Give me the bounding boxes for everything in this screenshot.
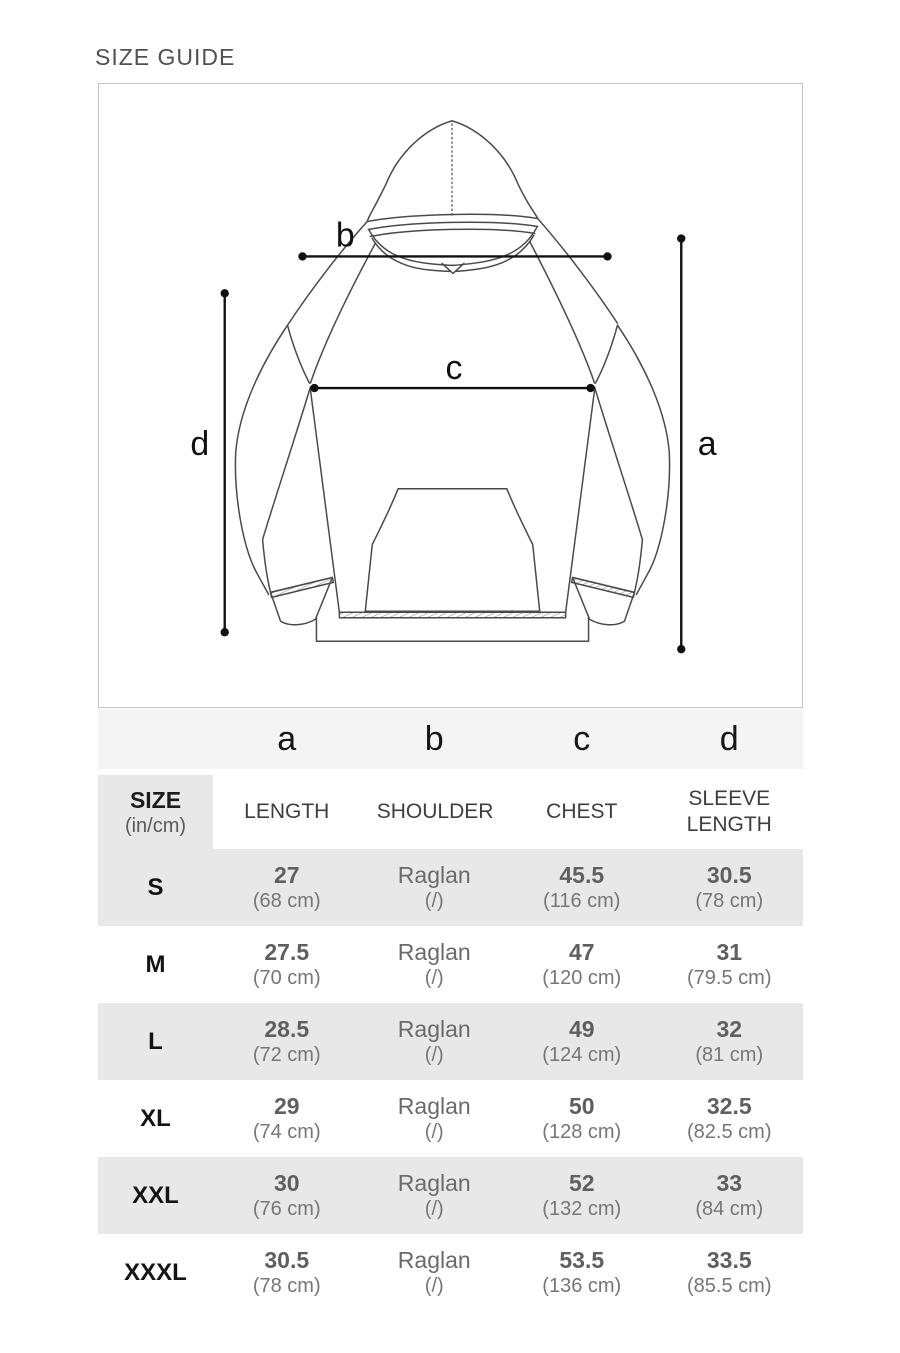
value-cm: (78 cm) — [252, 1274, 321, 1297]
value-cm: (120 cm) — [542, 966, 622, 989]
cell-shoulder — [361, 926, 509, 1003]
value-in: 27.5 — [264, 938, 310, 965]
measurement-labels — [190, 216, 716, 462]
size-header-unit: (in/cm) — [124, 814, 187, 837]
cell-sleeve-length — [656, 1234, 804, 1311]
value-cm: (76 cm) — [252, 1197, 321, 1220]
value-in: 32.5 — [706, 1092, 752, 1119]
value-in: 50 — [568, 1092, 595, 1119]
value-in: Raglan — [397, 938, 471, 965]
table-row-s — [98, 849, 803, 926]
value-cm: (72 cm) — [252, 1043, 321, 1066]
cell-shoulder — [361, 1234, 509, 1311]
cell-sleeve-length — [656, 1080, 804, 1157]
value-in: Raglan — [397, 1092, 471, 1119]
size-label: XXL — [132, 1181, 179, 1209]
value-cm: (79.5 cm) — [687, 966, 772, 989]
size-label: S — [147, 873, 164, 901]
column-header-length — [213, 775, 361, 849]
column-header-shoulder — [361, 775, 509, 849]
cell-chest — [508, 1080, 656, 1157]
cell-chest — [508, 1003, 656, 1080]
value-cm: (85.5 cm) — [687, 1274, 772, 1297]
value-cm: (/) — [424, 1120, 444, 1143]
column-letter-a: a — [277, 719, 297, 758]
cell-shoulder — [361, 849, 509, 926]
cell-length — [213, 849, 361, 926]
size-label: M — [145, 950, 166, 978]
cell-chest — [508, 849, 656, 926]
column-letter-c: c — [573, 719, 591, 758]
column-header-chest — [508, 775, 656, 849]
cell-length — [213, 1157, 361, 1234]
cell-shoulder — [361, 1080, 509, 1157]
column-header-label: CHEST — [546, 800, 618, 823]
table-row-xxl — [98, 1157, 803, 1234]
value-in: 33 — [716, 1169, 743, 1196]
value-cm: (/) — [424, 889, 444, 912]
value-in: 33.5 — [706, 1246, 752, 1273]
size-label: XXXL — [124, 1258, 187, 1286]
cell-sleeve-length — [656, 1157, 804, 1234]
column-letter-b: b — [424, 719, 444, 758]
page-title: SIZE GUIDE — [95, 44, 236, 70]
cell-length — [213, 1234, 361, 1311]
diagram-label-c: c — [445, 349, 463, 388]
value-in: 45.5 — [559, 861, 605, 888]
value-in: 30 — [273, 1169, 300, 1196]
size-label: L — [148, 1027, 163, 1055]
value-in: Raglan — [397, 1015, 471, 1042]
value-in: 49 — [568, 1015, 595, 1042]
value-cm: (84 cm) — [695, 1197, 764, 1220]
cell-shoulder — [361, 1003, 509, 1080]
column-header-sleeve-length — [656, 775, 804, 849]
diagram-label-a: a — [697, 424, 717, 463]
value-in: 28.5 — [264, 1015, 310, 1042]
value-in: 31 — [716, 938, 743, 965]
value-in: 53.5 — [559, 1246, 605, 1273]
cell-length — [213, 1003, 361, 1080]
hoodie-line-drawing — [99, 84, 802, 707]
value-cm: (81 cm) — [695, 1043, 764, 1066]
value-cm: (132 cm) — [542, 1197, 622, 1220]
value-in: Raglan — [397, 861, 471, 888]
value-cm: (78 cm) — [695, 889, 764, 912]
table-row-m — [98, 926, 803, 1003]
cell-shoulder — [361, 1157, 509, 1234]
value-in: 52 — [568, 1169, 595, 1196]
column-header-label: LENGTH — [244, 800, 330, 823]
value-cm: (/) — [424, 966, 444, 989]
value-cm: (68 cm) — [252, 889, 321, 912]
value-cm: (136 cm) — [542, 1274, 622, 1297]
table-letter-header-row — [98, 709, 803, 769]
value-cm: (/) — [424, 1197, 444, 1220]
table-row-l — [98, 1003, 803, 1080]
value-cm: (70 cm) — [252, 966, 321, 989]
size-table — [98, 709, 803, 1311]
value-cm: (82.5 cm) — [687, 1120, 772, 1143]
table-row-xl — [98, 1080, 803, 1157]
diagram-label-d: d — [190, 424, 210, 463]
value-cm: (74 cm) — [252, 1120, 321, 1143]
value-in: 47 — [568, 938, 595, 965]
cell-length — [213, 1080, 361, 1157]
diagram-label-b: b — [335, 216, 355, 255]
value-in: 29 — [273, 1092, 300, 1119]
value-in: Raglan — [397, 1246, 471, 1273]
size-header-cell — [98, 775, 213, 849]
value-cm: (128 cm) — [542, 1120, 622, 1143]
value-in: 30.5 — [264, 1246, 310, 1273]
value-cm: (/) — [424, 1274, 444, 1297]
column-letter-d: d — [719, 719, 739, 758]
value-in: 32 — [716, 1015, 743, 1042]
value-in: Raglan — [397, 1169, 471, 1196]
cell-chest — [508, 926, 656, 1003]
column-header-label: SHOULDER — [376, 800, 494, 823]
cell-chest — [508, 1234, 656, 1311]
size-header-title: SIZE — [129, 786, 182, 813]
value-cm: (116 cm) — [543, 889, 621, 912]
value-cm: (/) — [424, 1043, 444, 1066]
value-cm: (124 cm) — [542, 1043, 622, 1066]
cell-sleeve-length — [656, 1003, 804, 1080]
table-column-header-row — [98, 775, 803, 849]
value-in: 30.5 — [706, 861, 752, 888]
hoodie-measurement-diagram — [98, 83, 803, 708]
cell-chest — [508, 1157, 656, 1234]
value-in: 27 — [273, 861, 300, 888]
cell-sleeve-length — [656, 926, 804, 1003]
size-label: XL — [140, 1104, 171, 1132]
column-header-label: SLEEVE LENGTH — [686, 787, 772, 836]
cell-sleeve-length — [656, 849, 804, 926]
cell-length — [213, 926, 361, 1003]
table-row-xxxl — [98, 1234, 803, 1311]
